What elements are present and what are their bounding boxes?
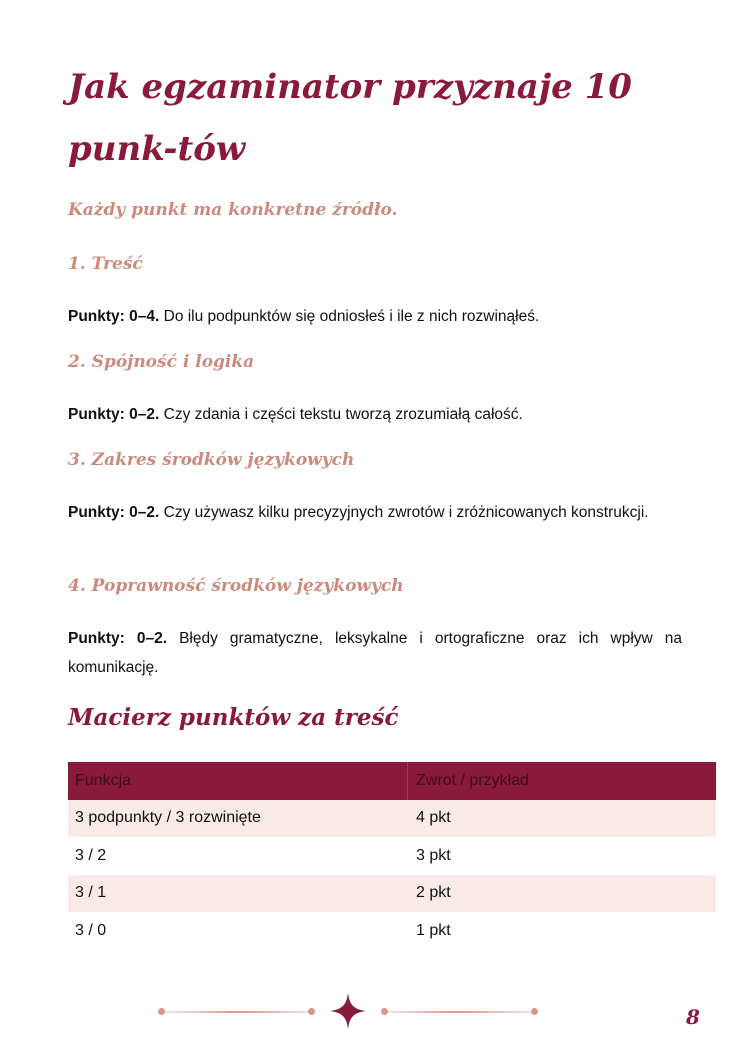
section-description: Czy zdania i części tekstu tworzą zrozumiałą całość. — [159, 406, 523, 423]
footer-dot-icon — [381, 1008, 388, 1015]
table-cell: 3 / 1 — [75, 884, 107, 902]
section-text-tresc — [68, 302, 682, 331]
section-description: Błędy gramatyczne, leksykalne i ortograficzne oraz ich wpływ na komunikację. — [68, 630, 683, 676]
table-row — [68, 837, 716, 875]
table-header-row — [68, 762, 716, 800]
section-description: Czy używasz kilku precyzyjnych zwrotów i zróżnicowanych konstrukcji. — [159, 504, 649, 521]
footer-dot-icon — [308, 1008, 315, 1015]
table-cell: 3 / 0 — [75, 921, 107, 939]
table-cell: 2 pkt — [416, 884, 451, 902]
section-heading-zakres: 3. Zakres środków językowych — [68, 450, 355, 470]
table-header-cell: Funkcja — [68, 762, 408, 800]
footer-dot-icon — [158, 1008, 165, 1015]
table-row — [68, 875, 716, 913]
page-number: 8 — [686, 1005, 700, 1029]
points-matrix-table — [68, 762, 716, 950]
table-row — [68, 912, 716, 950]
table-row — [68, 800, 716, 838]
matrix-heading: Macierz punktów za treść — [68, 704, 399, 731]
section-description: Do ilu podpunktów się odniosłeś i ile z nich rozwinąłeś. — [159, 308, 540, 325]
table-cell: 3 / 2 — [75, 846, 107, 864]
table-header-cell: Zwrot / przykład — [416, 771, 529, 789]
section-text-poprawnosc — [68, 624, 682, 682]
section-heading-poprawnosc: 4. Poprawność środków językowych — [68, 576, 404, 596]
points-label: Punkty: 0–4. — [68, 308, 160, 325]
footer-divider-left — [164, 1011, 314, 1013]
table-cell: 3 pkt — [416, 846, 451, 864]
section-heading-tresc: 1. Treść — [68, 254, 143, 274]
table-cell: 3 podpunkty / 3 rozwinięte — [75, 809, 261, 827]
points-label: Punkty: 0–2. — [68, 504, 160, 521]
table-cell: 1 pkt — [416, 921, 451, 939]
section-heading-spojnosc: 2. Spójność i logika — [68, 352, 255, 372]
section-text-zakres — [68, 498, 682, 527]
footer-divider-right — [384, 1011, 534, 1013]
points-label: Punkty: 0–2. — [68, 406, 160, 423]
footer-dot-icon — [531, 1008, 538, 1015]
sparkle-star-icon — [330, 993, 366, 1029]
section-text-spojnosc — [68, 400, 682, 429]
table-cell: 4 pkt — [416, 809, 451, 827]
points-label: Punkty: 0–2. — [68, 630, 168, 647]
lead-text: Każdy punkt ma konkretne źródło. — [68, 200, 398, 220]
page-title: Jak egzaminator przyznaje 10 punk-tów — [68, 67, 632, 169]
